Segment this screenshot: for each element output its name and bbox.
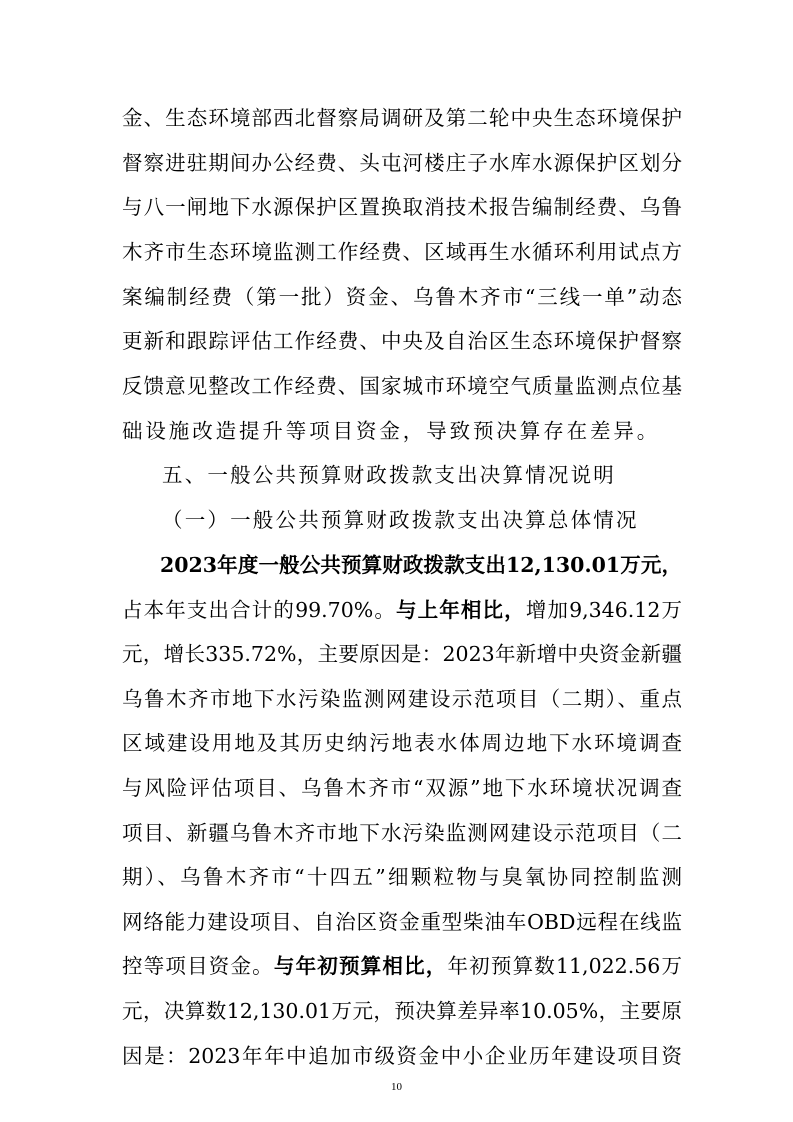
increase-text: 增加9,346.12万 bbox=[525, 598, 682, 622]
project-funds-text: 控等项目资金。 bbox=[122, 954, 274, 978]
page-number: 10 bbox=[391, 1081, 402, 1093]
paragraph-line: 与风险评估项目、乌鲁木齐市“双源”地下水环境状况调查 bbox=[122, 776, 682, 800]
paragraph-line: 金、生态环境部西北督察局调研及第二轮中央生态环境保护 bbox=[122, 106, 682, 130]
paragraph-line: 区域建设用地及其历史纳污地表水体周边地下水环境调查 bbox=[122, 731, 682, 755]
paragraph-line: 督察进驻期间办公经费、头屯河楼庄子水库水源保护区划分 bbox=[122, 151, 682, 175]
paragraph-line: 案编制经费（第一批）资金、乌鲁木齐市“三线一单”动态 bbox=[122, 285, 682, 309]
budget-text: 年初预算数11,022.56万 bbox=[447, 954, 682, 978]
paragraph-line bbox=[122, 946, 682, 986]
compare-budget-label: 与年初预算相比， bbox=[273, 954, 448, 978]
compare-last-year-label: 与上年相比， bbox=[396, 598, 526, 622]
paragraph-line: 元，决算数12,130.01万元，预决算差异率10.05%，主要原 bbox=[122, 999, 682, 1023]
paragraph-line: 木齐市生态环境监测工作经费、区域再生水循环利用试点方 bbox=[122, 240, 682, 264]
paragraph-line: 项目、新疆乌鲁木齐市地下水污染监测网建设示范项目（二 bbox=[122, 821, 682, 845]
paragraph-line: 期）、乌鲁木齐市“十四五”细颗粒物与臭氧协同控制监测 bbox=[122, 865, 682, 889]
paragraph-lead-bold: 2023年度一般公共预算财政拨款支出12,130.01万元， bbox=[160, 553, 682, 577]
paragraph-line: 乌鲁木齐市地下水污染监测网建设示范项目（二期）、重点 bbox=[122, 687, 682, 711]
paragraph-line: 与八一闸地下水源保护区置换取消技术报告编制经费、乌鲁 bbox=[122, 195, 682, 219]
paragraph-line: 更新和跟踪评估工作经费、中央及自治区生态环境保护督察 bbox=[122, 329, 682, 353]
paragraph-line: 因是：2023年年中追加市级资金中小企业历年建设项目资 bbox=[122, 1044, 682, 1068]
paragraph-line: 反馈意见整改工作经费、国家城市环境空气质量监测点位基 bbox=[122, 374, 682, 398]
section-heading: 五、一般公共预算财政拨款支出决算情况说明 bbox=[162, 463, 616, 487]
paragraph-line: 础设施改造提升等项目资金，导致预决算存在差异。 bbox=[122, 419, 661, 443]
percent-text: 占本年支出合计的99.70%。 bbox=[122, 598, 396, 622]
paragraph-line: 元，增长335.72%，主要原因是：2023年新增中央资金新疆 bbox=[122, 642, 682, 666]
paragraph-line: 网络能力建设项目、自治区资金重型柴油车OBD远程在线监 bbox=[122, 910, 682, 934]
subsection-heading: （一）一般公共预算财政拨款支出决算总体情况 bbox=[162, 508, 639, 532]
paragraph-line bbox=[122, 590, 682, 630]
